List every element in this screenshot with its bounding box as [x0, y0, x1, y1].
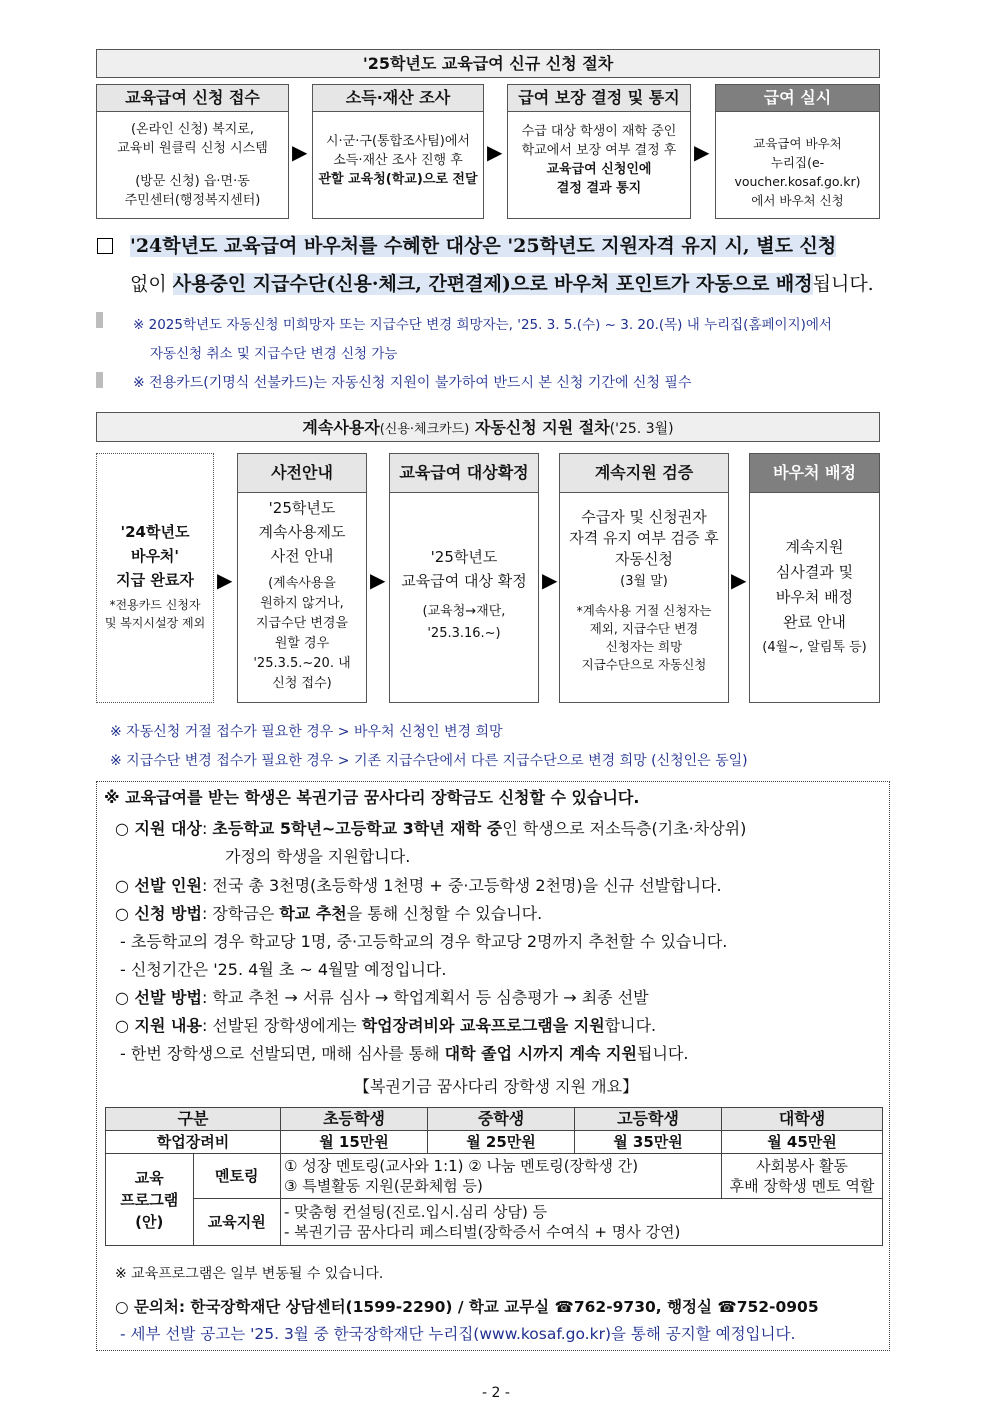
- s2-step2-sub: (교육청→재단, '25.3.16.~): [422, 604, 506, 641]
- step2-box: [312, 84, 484, 219]
- arrow-right-icon: ▶: [217, 568, 233, 592]
- note1-line1: ※ 2025학년도 자동신청 미희망자 또는 지급수단 변경 희망자는, '25. 3. 5.(수) ~ 3. 20.(목) 내 누리집(홈페이지)에서: [133, 317, 832, 333]
- s2-step3-sub: *계속사용 거절 신청자는 제외, 지급수단 변경 신청자는 희망 지급수단으로 자동신청: [576, 603, 712, 672]
- apply-method: ○ 신청 방법: 장학금은 학교 추천을 통해 신청할 수 있습니다.: [115, 904, 543, 923]
- s2-step2-head: 교육급여 대상확정: [390, 454, 538, 493]
- table-header-row: 구분 초등학생 중학생 고등학생 대학생: [106, 1108, 883, 1131]
- step3-box: [507, 84, 691, 219]
- arrow-right-icon: ▶: [292, 140, 308, 164]
- table-note: ※ 교육프로그램은 일부 변동될 수 있습니다.: [115, 1266, 384, 1282]
- section1-title: '25학년도 교육급여 신규 신청 절차: [96, 49, 880, 78]
- s2-step4-body: 계속지원 심사결과 및 바우처 배정 완료 안내 (4월~, 알림톡 등): [762, 538, 867, 655]
- arrow-right-icon: ▶: [487, 140, 503, 164]
- s2-step4-head: 바우처 배정: [750, 454, 879, 493]
- auto-assign-line1: '24학년도 교육급여 바우처를 수혜한 대상은 '25학년도 지원자격 유지 시, 별도 신청: [130, 235, 837, 257]
- apply-detail-1: - 초등학교의 경우 학교당 1명, 중·고등학교의 경우 학교당 2명까지 추천할 수 있습니다.: [120, 932, 728, 951]
- note1-line3: ※ 전용카드(기명식 선불카드)는 자동신청 지원이 불가하여 반드시 본 신청 기간에 신청 필수: [133, 375, 692, 391]
- step2-head: 소득·재산 조사: [313, 85, 483, 112]
- s2-step1-body: '25학년도 계속사용제도 사전 안내: [258, 499, 346, 565]
- s2-step2-body: '25학년도 교육급여 대상 확정: [401, 548, 527, 590]
- support-table: [105, 1107, 883, 1246]
- note1-line2: 자동신청 취소 및 지급수단 변경 신청 가능: [150, 346, 398, 362]
- s2-step2-box: [389, 453, 539, 703]
- apply-detail-2: - 신청기간은 '25. 4월 초 ~ 4월말 예정입니다.: [120, 960, 447, 979]
- step4-body: 교육급여 바우처 누리집(e-voucher.kosaf.go.kr) 에서 바우처 신청: [734, 136, 861, 208]
- section2-title: 계속사용자(신용·체크카드) 자동신청 지원 절차('25. 3월): [96, 412, 880, 442]
- support-target-cont: 가정의 학생을 지원합니다.: [225, 847, 411, 866]
- arrow-right-icon: ▶: [694, 140, 710, 164]
- s2-step4-box: [749, 453, 880, 703]
- step1-head: 교육급여 신청 접수: [97, 85, 288, 112]
- step1-body: (온라인 신청) 복지로, 교육비 원클릭 신청 시스템 (방문 신청) 읍·면·동 주민센터(행정복지센터): [117, 122, 268, 208]
- arrow-right-icon: ▶: [731, 568, 747, 592]
- s2-step3-box: [559, 453, 729, 703]
- table-row: 교육 프로그램 (안) 멘토링 ① 성장 멘토링(교사와 1:1) ② 나눔 멘토링(장학생 간) ③ 특별활동 지원(문화체험 등) 사회봉사 활동 후배 장학생 멘토 역할: [106, 1154, 883, 1199]
- s2-step3-body: 수급자 및 신청권자 자격 유지 여부 검증 후 자동신청 (3월 말): [569, 508, 719, 589]
- support-continue: - 한번 장학생으로 선발되면, 매해 심사를 통해 대학 졸업 시까지 계속 지원됩니다.: [120, 1044, 689, 1063]
- step3-body: 수급 대상 학생이 재학 중인 학교에서 보장 여부 결정 후 교육급여 신청인에 결정 결과 통지: [521, 124, 677, 196]
- note2-line1: ※ 자동신청 거절 접수가 필요한 경우 > 바우처 신청인 변경 희망: [110, 724, 503, 740]
- start-box: '24학년도 바우처' 지급 완료자 *전용카드 신청자 및 복지시설장 제외: [96, 453, 214, 703]
- note-bar: [96, 372, 103, 388]
- notice-line: - 세부 선발 공고는 '25. 3월 중 한국장학재단 누리집(www.kosaf.go.kr)을 통해 공지할 예정입니다.: [120, 1325, 796, 1343]
- step1-box: [96, 84, 289, 219]
- table-row: 학업장려비 월 15만원 월 25만원 월 35만원 월 45만원: [106, 1131, 883, 1154]
- contact-info: ○ 문의처: 한국장학재단 상담센터(1599-2290) / 학교 교무실 ☎762-9730, 행정실 ☎752-0905: [115, 1298, 819, 1316]
- s2-step1-head: 사전안내: [238, 454, 366, 493]
- support-target: ○ 지원 대상: 초등학교 5학년~고등학교 3학년 재학 중인 학생으로 저소득층(기초·차상위): [115, 819, 747, 838]
- selection-method: ○ 선발 방법: 학교 추천 → 서류 심사 → 학업계획서 등 심층평가 → 최종 선발: [115, 988, 649, 1007]
- page-number: - 2 -: [482, 1385, 510, 1401]
- table-row: 교육지원 - 맞춤형 컨설팅(진로.입시.심리 상담) 등 - 복권기금 꿈사다리 페스티벌(장학증서 수여식 + 명사 강연): [106, 1199, 883, 1246]
- s2-step1-sub: (계속사용을 원하지 않거나, 지급수단 변경을 원할 경우 '25.3.5.~20. 내 신청 접수): [253, 576, 351, 691]
- table-title: 【복권기금 꿈사다리 장학생 지원 개요】: [353, 1077, 639, 1096]
- support-content: ○ 지원 내용: 선발된 장학생에게는 학업장려비와 교육프로그램을 지원합니다.: [115, 1016, 657, 1035]
- selection-count: ○ 선발 인원: 전국 총 3천명(초등학생 1천명 + 중·고등학생 2천명)을 신규 선발합니다.: [115, 876, 722, 895]
- checkbox-icon: [97, 238, 113, 254]
- s2-step3-head: 계속지원 검증: [560, 454, 728, 493]
- arrow-right-icon: ▶: [542, 568, 558, 592]
- step2-body: 시·군·구(통합조사팀)에서 소득·재산 조사 진행 후 관할 교육청(학교)으로 전달: [318, 134, 478, 187]
- step4-box: [715, 84, 880, 219]
- scholarship-heading: ※ 교육급여를 받는 학생은 복권기금 꿈사다리 장학금도 신청할 수 있습니다.: [104, 788, 640, 807]
- step4-head: 급여 실시: [716, 85, 879, 112]
- arrow-right-icon: ▶: [370, 568, 386, 592]
- s2-step1-box: [237, 453, 367, 703]
- note2-line2: ※ 지급수단 변경 접수가 필요한 경우 > 기존 지급수단에서 다른 지급수단으로 변경 희망 (신청인은 동일): [110, 753, 748, 769]
- auto-assign-line2: 없이 사용중인 지급수단(신용·체크, 간편결제)으로 바우처 포인트가 자동으로 배정됩니다.: [130, 273, 874, 295]
- note-bar: [96, 312, 103, 328]
- step3-head: 급여 보장 결정 및 통지: [508, 85, 690, 112]
